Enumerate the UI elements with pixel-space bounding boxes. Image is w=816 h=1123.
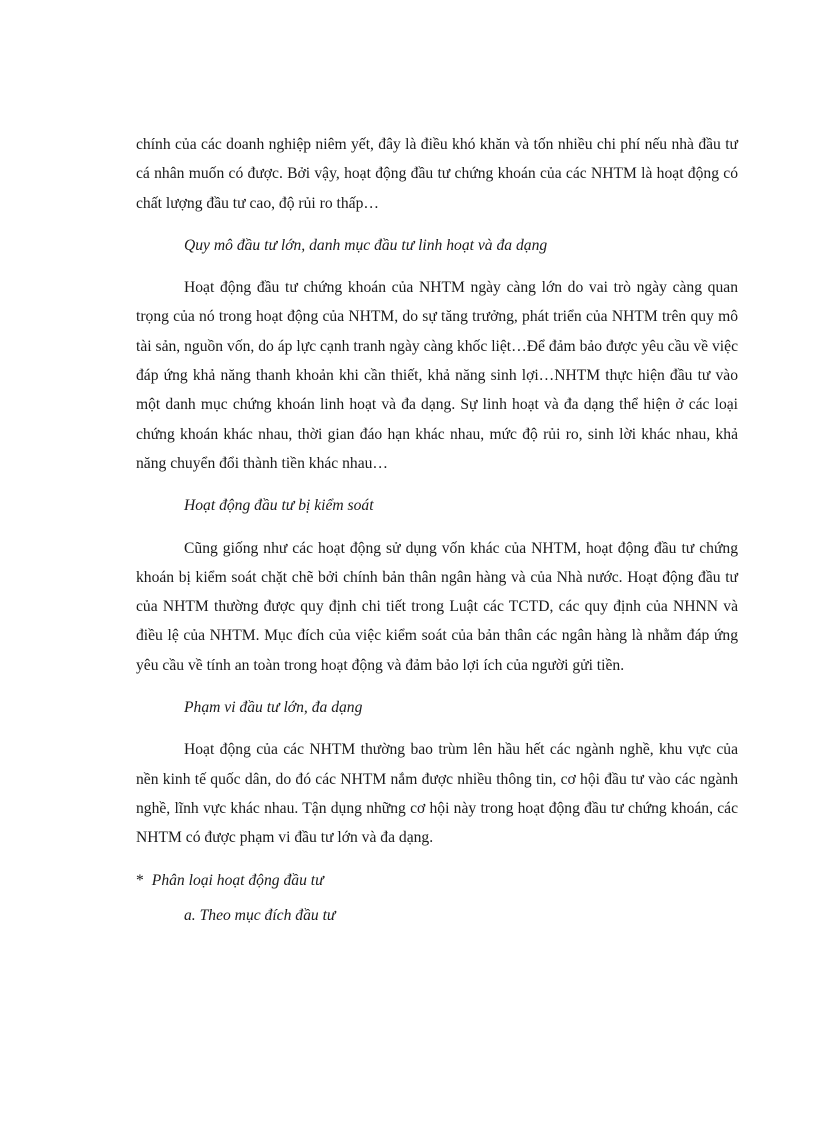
document-body [136,130,738,930]
sub-heading: a. Theo mục đích đầu tư [184,906,336,924]
section-heading-scope: Phạm vi đầu tư lớn, đa dạng [184,699,363,717]
section-heading-control: Hoạt động đầu tư bị kiểm soát [184,497,374,515]
bullet-heading [136,866,738,895]
continuation-paragraph: chính của các doanh nghiệp niêm yết, đây là điều khó khăn và tốn nhiều chi phí nếu nhà đầu tư cá nhân muốn có được. Bởi vậy, hoạt động đầu tư chứng khoán của các NHTM là hoạt động có chất lượng đầu tư cao, độ rủi ro thấp… [136,136,738,212]
bullet-marker: * [136,871,144,889]
section-body-scope: Hoạt động của các NHTM thường bao trùm lên hầu hết các ngành nghề, khu vực của nền kinh tế quốc dân, do đó các NHTM nắm được nhiều thông tin, cơ hội đầu tư vào các ngành nghề, lĩnh vực khác nhau. Tận dụng những cơ hội này trong hoạt động đầu tư chứng khoán, các NHTM có được phạm vi đầu tư lớn và đa dạng. [136,741,738,847]
section-body-scale: Hoạt động đầu tư chứng khoán của NHTM ngày càng lớn do vai trò ngày càng quan trọng của nó trong hoạt động của NHTM, do sự tăng trưởng, phát triển của NHTM trên quy mô tài sản, nguồn vốn, do áp lực cạnh tranh ngày càng khốc liệt…Để đảm bảo được yêu cầu về việc đáp ứng khả năng thanh khoản khi cần thiết, khả năng sinh lợi…NHTM thực hiện đầu tư vào một danh mục chứng khoán linh hoạt và đa dạng. Sự linh hoạt và đa dạng thể hiện ở các loại chứng khoán khác nhau, thời gian đáo hạn khác nhau, mức độ rủi ro, sinh lời khác nhau, khả năng chuyển đổi thành tiền khác nhau… [136,279,738,472]
section-body-control: Cũng giống như các hoạt động sử dụng vốn khác của NHTM, hoạt động đầu tư chứng khoán bị kiểm soát chặt chẽ bởi chính bản thân ngân hàng và của Nhà nước. Hoạt động đầu tư của NHTM thường được quy định chi tiết trong Luật các TCTD, các quy định của NHNN và điều lệ của NHTM. Mục đích của việc kiểm soát của bản thân các ngân hàng là nhằm đáp ứng yêu cầu về tính an toàn trong hoạt động và đảm bảo lợi ích của người gửi tiền. [136,539,738,674]
bullet-label: Phân loại hoạt động đầu tư [151,871,324,889]
section-heading-scale: Quy mô đầu tư lớn, danh mục đầu tư linh hoạt và đa dạng [184,236,548,254]
